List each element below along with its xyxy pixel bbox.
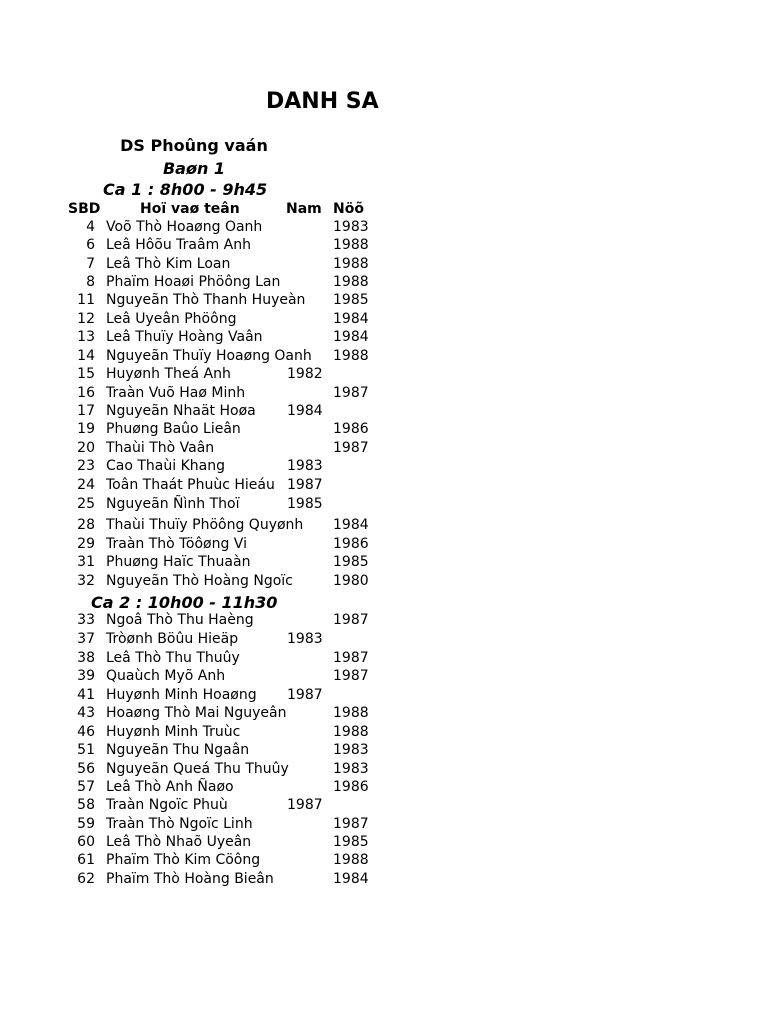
row-sbd: 58 [77,797,95,813]
row-name: Leâ Thò Kim Loan [106,256,231,272]
table-row [0,687,375,705]
table-row [0,219,375,237]
table-row [0,458,375,476]
row-year-female: 1983 [333,742,369,758]
row-sbd: 28 [77,517,95,533]
table-row [0,554,375,572]
row-year-male: 1984 [287,403,323,419]
row-sbd: 19 [77,421,95,437]
row-sbd: 13 [77,329,95,345]
table-row [0,761,375,779]
row-year-female: 1988 [333,705,369,721]
row-year-male: 1983 [287,458,323,474]
row-name: Ngoâ Thò Thu Haèng [106,612,254,628]
row-name: Nguyeãn Thò Hoàng Ngoïc [106,573,293,589]
table-row [0,366,375,384]
row-sbd: 6 [86,237,95,253]
row-year-female: 1983 [333,219,369,235]
table-row [0,237,375,255]
header-sbd: SBD [68,201,101,217]
row-name: Nguyeãn Queá Thu Thuûy [106,761,289,777]
table-row [0,612,375,630]
table-row [0,834,375,852]
row-year-female: 1984 [333,311,369,327]
table-row [0,631,375,649]
row-sbd: 59 [77,816,95,832]
table-row [0,517,375,535]
row-sbd: 7 [86,256,95,272]
row-name: Phaïm Thò Hoàng Bieân [106,871,274,887]
table-row [0,477,375,495]
section-label: Baøn 1 [162,159,226,178]
row-sbd: 15 [77,366,95,382]
row-year-female: 1988 [333,274,369,290]
table-row [0,311,375,329]
row-name: Nguyeãn Nhaät Hoøa [106,403,256,419]
table-row [0,816,375,834]
row-year-female: 1984 [333,329,369,345]
row-sbd: 16 [77,385,95,401]
shift-1-heading: Ca 1 : 8h00 - 9h45 [103,180,268,199]
shift-2-heading: Ca 2 : 10h00 - 11h30 [91,593,278,612]
table-row [0,724,375,742]
row-sbd: 60 [77,834,95,850]
row-name: Toân Thaát Phuùc Hieáu [106,477,275,493]
row-name: Nguyeãn Thu Ngaân [106,742,250,758]
row-year-female: 1988 [333,256,369,272]
table-row [0,329,375,347]
header-nam: Nam [286,201,322,217]
row-year-female: 1987 [333,668,369,684]
row-sbd: 39 [77,668,95,684]
subtitle: DS Phoûng vaán [120,136,268,155]
row-name: Leâ Thò Anh Ñaøo [106,779,234,795]
row-year-female: 1985 [333,554,369,570]
row-year-female: 1984 [333,871,369,887]
row-year-female: 1987 [333,650,369,666]
row-year-male: 1983 [287,631,323,647]
row-year-male: 1982 [287,366,323,382]
row-name: Phaïm Hoaøi Phöông Lan [106,274,281,290]
row-year-male: 1987 [287,477,323,493]
row-sbd: 51 [77,742,95,758]
row-year-female: 1987 [333,816,369,832]
row-year-female: 1986 [333,779,369,795]
row-year-female: 1987 [333,440,369,456]
row-year-female: 1985 [333,292,369,308]
row-name: Voõ Thò Hoaøng Oanh [106,219,263,235]
table-row [0,292,375,310]
row-sbd: 4 [86,219,95,235]
table-row [0,871,375,889]
row-name: Huyønh Theá Anh [106,366,231,382]
table-row [0,779,375,797]
row-name: Leâ Thuïy Hoàng Vaân [106,329,263,345]
row-year-female: 1980 [333,573,369,589]
table-row [0,650,375,668]
row-name: Traàn Vuõ Haø Minh [106,385,246,401]
row-name: Huyønh Minh Truùc [106,724,241,740]
row-year-female: 1988 [333,724,369,740]
table-row [0,348,375,366]
row-year-male: 1987 [287,687,323,703]
row-year-female: 1987 [333,385,369,401]
row-year-male: 1987 [287,797,323,813]
row-sbd: 38 [77,650,95,666]
row-name: Nguyeãn Thuïy Hoaøng Oanh [106,348,312,364]
row-name: Huyønh Minh Hoaøng [106,687,257,703]
row-year-female: 1988 [333,852,369,868]
header-nu: Nöõ [333,201,364,217]
table-row [0,536,375,554]
table-row [0,256,375,274]
row-year-female: 1985 [333,834,369,850]
row-name: Traàn Ngoïc Phuù [106,797,228,813]
row-year-female: 1983 [333,761,369,777]
table-row [0,440,375,458]
row-year-female: 1986 [333,536,369,552]
row-name: Hoaøng Thò Mai Nguyeân [106,705,287,721]
row-sbd: 23 [77,458,95,474]
table-row [0,403,375,421]
table-row [0,274,375,292]
table-row [0,797,375,815]
row-sbd: 29 [77,536,95,552]
row-name: Nguyeãn Ñình Thoï [106,496,240,512]
row-name: Phaïm Thò Kim Cöông [106,852,261,868]
table-row [0,668,375,686]
row-sbd: 43 [77,705,95,721]
table-row [0,852,375,870]
row-sbd: 25 [77,496,95,512]
row-sbd: 57 [77,779,95,795]
row-year-male: 1985 [287,496,323,512]
row-name: Thaùi Thuïy Phöông Quyønh [106,517,304,533]
row-name: Traàn Thò Töôøng Vi [106,536,247,552]
row-year-female: 1986 [333,421,369,437]
table-row [0,742,375,760]
row-name: Phuøng Baûo Lieân [106,421,241,437]
row-sbd: 14 [77,348,95,364]
row-name: Leâ Thò Thu Thuûy [106,650,240,666]
row-name: Leâ Thò Nhaõ Uyeân [106,834,252,850]
row-sbd: 56 [77,761,95,777]
row-sbd: 61 [77,852,95,868]
row-year-female: 1987 [333,612,369,628]
row-name: Cao Thaùi Khang [106,458,225,474]
table-row [0,573,375,591]
row-sbd: 31 [77,554,95,570]
document-sheet [0,0,379,1024]
row-name: Leâ Hôõu Traâm Anh [106,237,251,253]
row-sbd: 32 [77,573,95,589]
page-title: DANH SA [266,89,379,114]
row-sbd: 12 [77,311,95,327]
row-sbd: 8 [86,274,95,290]
row-name: Nguyeãn Thò Thanh Huyeàn [106,292,306,308]
row-name: Tròønh Böûu Hieäp [106,631,239,647]
table-row [0,421,375,439]
row-sbd: 41 [77,687,95,703]
row-year-female: 1984 [333,517,369,533]
header-name: Hoï vaø teân [140,201,240,217]
row-sbd: 24 [77,477,95,493]
row-sbd: 33 [77,612,95,628]
row-name: Thaùi Thò Vaân [106,440,215,456]
row-year-female: 1988 [333,237,369,253]
row-name: Leâ Uyeân Phöông [106,311,237,327]
table-row [0,385,375,403]
table-row [0,496,375,514]
row-name: Phuøng Haïc Thuaàn [106,554,251,570]
row-sbd: 11 [77,292,95,308]
row-sbd: 17 [77,403,95,419]
row-sbd: 46 [77,724,95,740]
row-name: Quaùch Myõ Anh [106,668,226,684]
table-row [0,705,375,723]
row-sbd: 37 [77,631,95,647]
row-year-female: 1988 [333,348,369,364]
row-sbd: 20 [77,440,95,456]
row-sbd: 62 [77,871,95,887]
row-name: Traàn Thò Ngoïc Linh [106,816,253,832]
